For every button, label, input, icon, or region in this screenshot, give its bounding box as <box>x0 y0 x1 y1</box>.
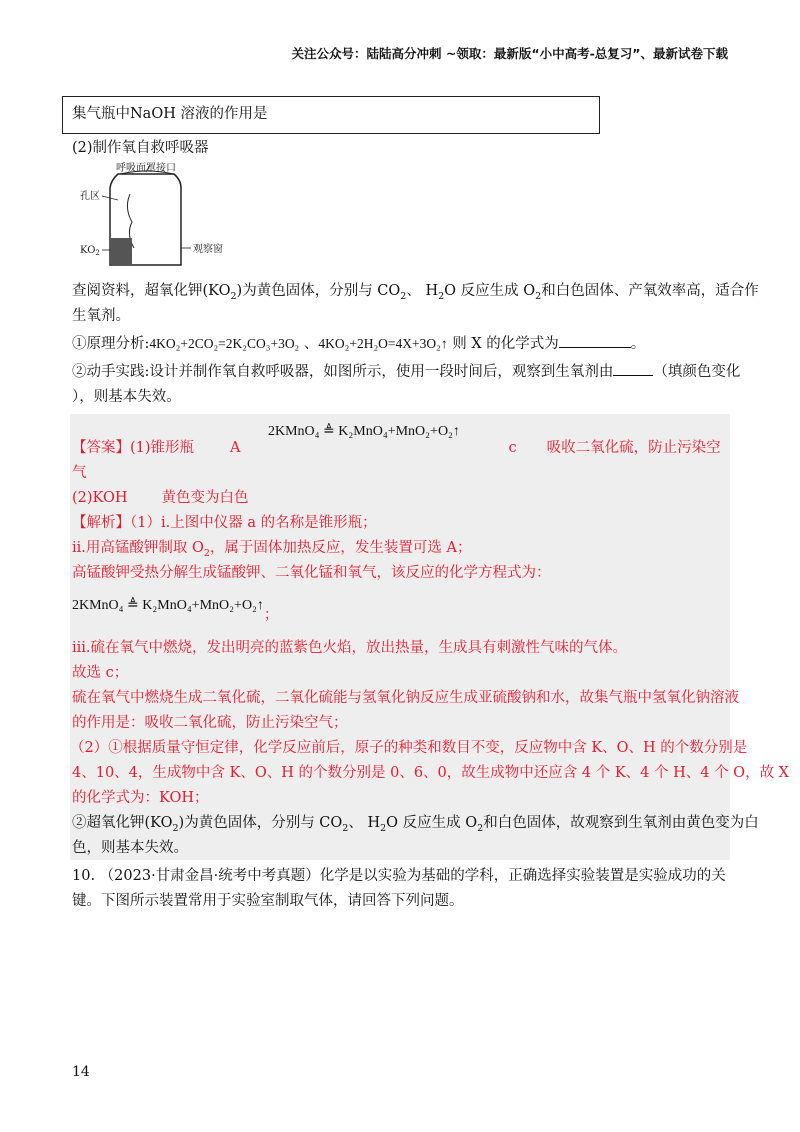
analysis-line2: ii.用高锰酸钾制取 $O_2$，属于固体加热反应，发生装置可选 A； <box>72 540 472 559</box>
principle-eq2: 4KO₂+2H₂O=4X+3O₂↑ <box>318 336 448 351</box>
answer-line1-cont: 气 <box>72 465 87 481</box>
page-header: 关注公众号：陆陆高分冲刺 ~领取：最新版“小中高考-总复习”、最新试卷下载 <box>291 46 728 61</box>
analysis-line7: 的作用是：吸收二氧化硫，防止污染空气； <box>72 715 348 731</box>
figure-label-top: 呼吸面罩接口 <box>116 163 176 174</box>
analysis-line4: iii.硫在氧气中燃烧，发出明亮的蓝紫色火焰，放出热量，生成具有刺激性气味的气体。 <box>72 640 628 656</box>
practice-line1: ②动手实践:设计并制作氧自救呼吸器，如图所示，使用一段时间后，观察到生氧剂由 （填颜色变化 <box>72 364 741 380</box>
principle-eq1: 4KO₂+2CO₂=2K₂CO₃+3O₂ <box>149 336 300 351</box>
answer-blank-color[interactable] <box>613 375 653 376</box>
figure-label-kong: 孔区 <box>80 191 100 202</box>
analysis-line9: 4、10、4，生成物中含 K、O、H 的个数分别是 0、6、0，故生成物中还应含 4 个 K、4 个 H、4 个 O，故 X <box>72 765 790 781</box>
analysis-line10: 的化学式为：KOH； <box>72 790 209 806</box>
q2-title: (2)制作氧自救呼吸器 <box>72 140 209 156</box>
principle-line: ①原理分析:4KO₂+2CO₂=2K₂CO₃+3O₂ 、4KO₂+2H₂O=4X+3O₂↑ 则 X 的化学式为 。 <box>72 336 646 352</box>
question10-line1: 10. （2023·甘肃金昌·统考中考真题）化学是以实验为基础的学科，正确选择实验装置是实验成功的关 <box>72 868 726 884</box>
answer-equation: 2KMnO₄ ≜ K₂MnO₄+MnO₂+O₂↑ <box>268 424 460 439</box>
analysis-line5: 故选 c； <box>72 665 129 681</box>
analysis-line11: ②超氧化钾$(KO_2)$为黄色固体，分别与 $CO_2$、 $H_2O$ 反应生成 $O_2$和白色固体，故观察到生氧剂由黄色变为白 <box>72 815 759 834</box>
answer-line2: (2)KOH 黄色变为白色 <box>72 490 249 506</box>
para1-line2: 生氧剂。 <box>72 308 130 324</box>
analysis-equation: 2KMnO₄ ≜ K₂MnO₄+MnO₂+O₂↑； <box>72 598 278 623</box>
answer-line1: 【答案】(1)锥形瓶 A c 吸收二氧化硫，防止污染空 <box>72 440 721 456</box>
svg-text:KO2 <box>80 245 100 257</box>
practice-line2: ），则基本失效。 <box>72 389 181 405</box>
para1-line1: 查阅资料，超氧化钾$(KO_2)$为黄色固体，分别与 $CO_2$、 $H_2O$ 反应生成 $O_2$和白色固体、产氧效率高，适合作 <box>72 283 759 302</box>
question10-line2: 键。下图所示装置常用于实验室制取气体，请回答下列问题。 <box>72 893 464 909</box>
analysis-line6: 硫在氧气中燃烧生成二氧化硫，二氧化硫能与氢氧化钠反应生成亚硫酸钠和水，故集气瓶中氢氧化钠溶液 <box>72 690 739 706</box>
analysis-line12: 色，则基本失效。 <box>72 840 188 856</box>
analysis-line3: 高锰酸钾受热分解生成锰酸钾、二氧化锰和氧气，该反应的化学方程式为： <box>72 565 551 581</box>
figure-label-window: 观察窗 <box>193 244 223 255</box>
box-line: 集气瓶中NaOH 溶液的作用是 <box>72 106 268 122</box>
breathing-apparatus-figure <box>80 160 270 270</box>
analysis-line8: （2）①根据质量守恒定律，化学反应前后，原子的种类和数目不变，反应物中含 K、O、H 的个数分别是 <box>70 740 748 756</box>
analysis-line1: 【解析】（1）i.上图中仪器 a 的名称是锥形瓶； <box>72 515 377 531</box>
figure-label-ko2-sub: 2 <box>95 249 100 257</box>
answer-blank-x[interactable] <box>559 347 631 348</box>
page-number: 14 <box>72 1064 90 1080</box>
figure-label-ko2: KO <box>80 245 96 256</box>
